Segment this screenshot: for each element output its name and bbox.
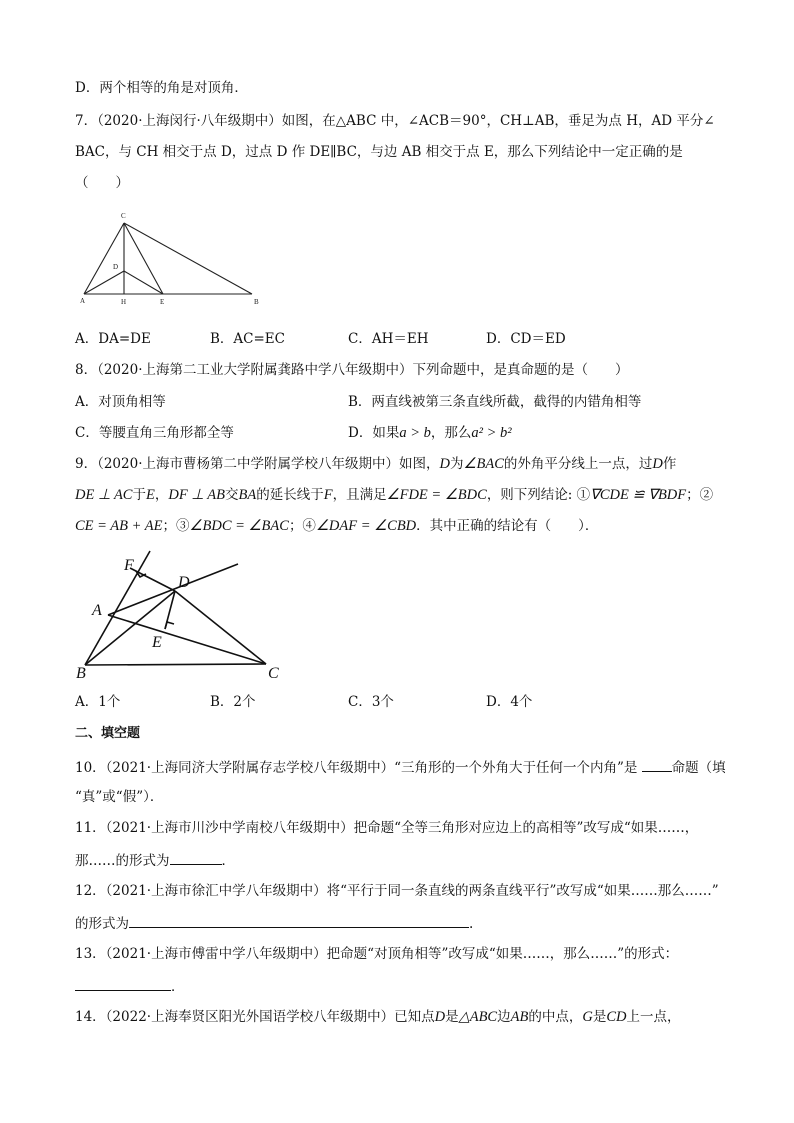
q8-stem: 8．（2020·上海第二工业大学附属龚路中学八年级期中）下列命题中，是真命题的是（ ） <box>75 362 629 378</box>
q7-label-d: D <box>113 263 119 271</box>
q7-stem-line3: （ ） <box>75 175 129 191</box>
q9-option-b: B．2个 <box>210 694 256 710</box>
q7-label-b: B <box>254 298 259 306</box>
q7-label-h: H <box>121 298 127 306</box>
q9-triangle-figure <box>70 545 290 685</box>
q7-triangle-figure <box>70 205 270 310</box>
q13-answer-blank[interactable] <box>75 976 171 991</box>
q9-option-d: D．4个 <box>486 694 533 710</box>
q9-label-c: C <box>268 665 279 682</box>
q7-option-a: A．DA=DE <box>75 331 151 347</box>
q7-option-c: C．AH＝EH <box>348 331 429 347</box>
section-title-fill-in: 二、填空题 <box>75 726 141 741</box>
q13-stem-line1: 13．（2021·上海市傅雷中学八年级期中）把命题“对顶角相等”改写成“如果……，那么……”的形式： <box>75 946 679 962</box>
q7-stem-line1: 7．（2020·上海闵行·八年级期中）如图，在△ABC 中，∠ACB＝90°，CH⊥AB，垂足为点 H，AD 平分∠ <box>75 113 715 129</box>
q10-stem-line1: 10．（2021·上海同济大学附属存志学校八年级期中）“三角形的一个外角大于任何一个内角”是 命题（填 <box>75 757 726 777</box>
q9-label-a: A <box>92 602 102 619</box>
q9-stem-line1: 9．（2020·上海市曹杨第二中学附属学校八年级期中）如图，D为∠BAC的外角平分线上一点，过D作 <box>75 456 677 472</box>
q9-option-a: A．1个 <box>75 694 121 710</box>
q12-stem-line2: 的形式为 . <box>75 913 473 933</box>
q8-option-a: A．对顶角相等 <box>75 394 166 410</box>
q8-option-b: B．两直线被第三条直线所截，截得的内错角相等 <box>348 394 642 410</box>
q9-option-c: C．3个 <box>348 694 394 710</box>
q7-label-c: C <box>121 212 126 220</box>
q7-option-b: B．AC=EC <box>210 331 285 347</box>
q9-label-d: D <box>178 574 190 591</box>
q7-stem-line2: BAC，与 CH 相交于点 D，过点 D 作 DE∥BC，与边 AB 相交于点 E，那么下列结论中一定正确的是 <box>75 144 683 160</box>
q7-label-a: A <box>80 297 86 305</box>
q11-stem-line1: 11．（2021·上海市川沙中学南校八年级期中）把命题“全等三角形对应边上的高相等”改写成“如果……， <box>75 820 699 836</box>
q9-label-f: F <box>124 557 134 574</box>
q8-option-d: D．如果a > b，那么a² > b² <box>348 425 512 441</box>
q12-stem-line1: 12．（2021·上海市徐汇中学八年级期中）将“平行于同一条直线的两条直线平行”改写成“如果……那么……” <box>75 883 719 899</box>
q9-stem-line3: CE = AB + AE；③∠BDC = ∠BAC；④∠DAF = ∠CBD．其中正确的结论有（ ）． <box>75 518 599 534</box>
q12-answer-blank[interactable] <box>129 913 469 928</box>
q11-stem-line2: 那……的形式为 ． <box>75 850 235 870</box>
q13-stem-line2: ． <box>75 976 185 996</box>
q8-option-c: C．等腰直角三角形都全等 <box>75 425 234 441</box>
q11-answer-blank[interactable] <box>170 850 222 865</box>
q7-label-e: E <box>160 298 165 306</box>
q10-stem-line2: “真”或“假”）． <box>75 789 164 805</box>
q14-stem-line1: 14．（2022·上海奉贤区阳光外国语学校八年级期中）已知点D是△ABC边AB的中点，G是CD上一点， <box>75 1009 681 1025</box>
q7-option-d: D．CD＝ED <box>486 331 566 347</box>
q9-label-b: B <box>76 665 86 682</box>
q9-label-e: E <box>152 634 162 651</box>
q6-option-d: D．两个相等的角是对顶角． <box>75 80 248 96</box>
q10-answer-blank[interactable] <box>642 757 672 772</box>
q9-stem-line2: DE ⊥ AC于E，DF ⊥ AB交BA的延长线于F，且满足∠FDE = ∠BDC，则下列结论: ①∇CDE ≌ ∇BDF；② <box>75 487 714 503</box>
